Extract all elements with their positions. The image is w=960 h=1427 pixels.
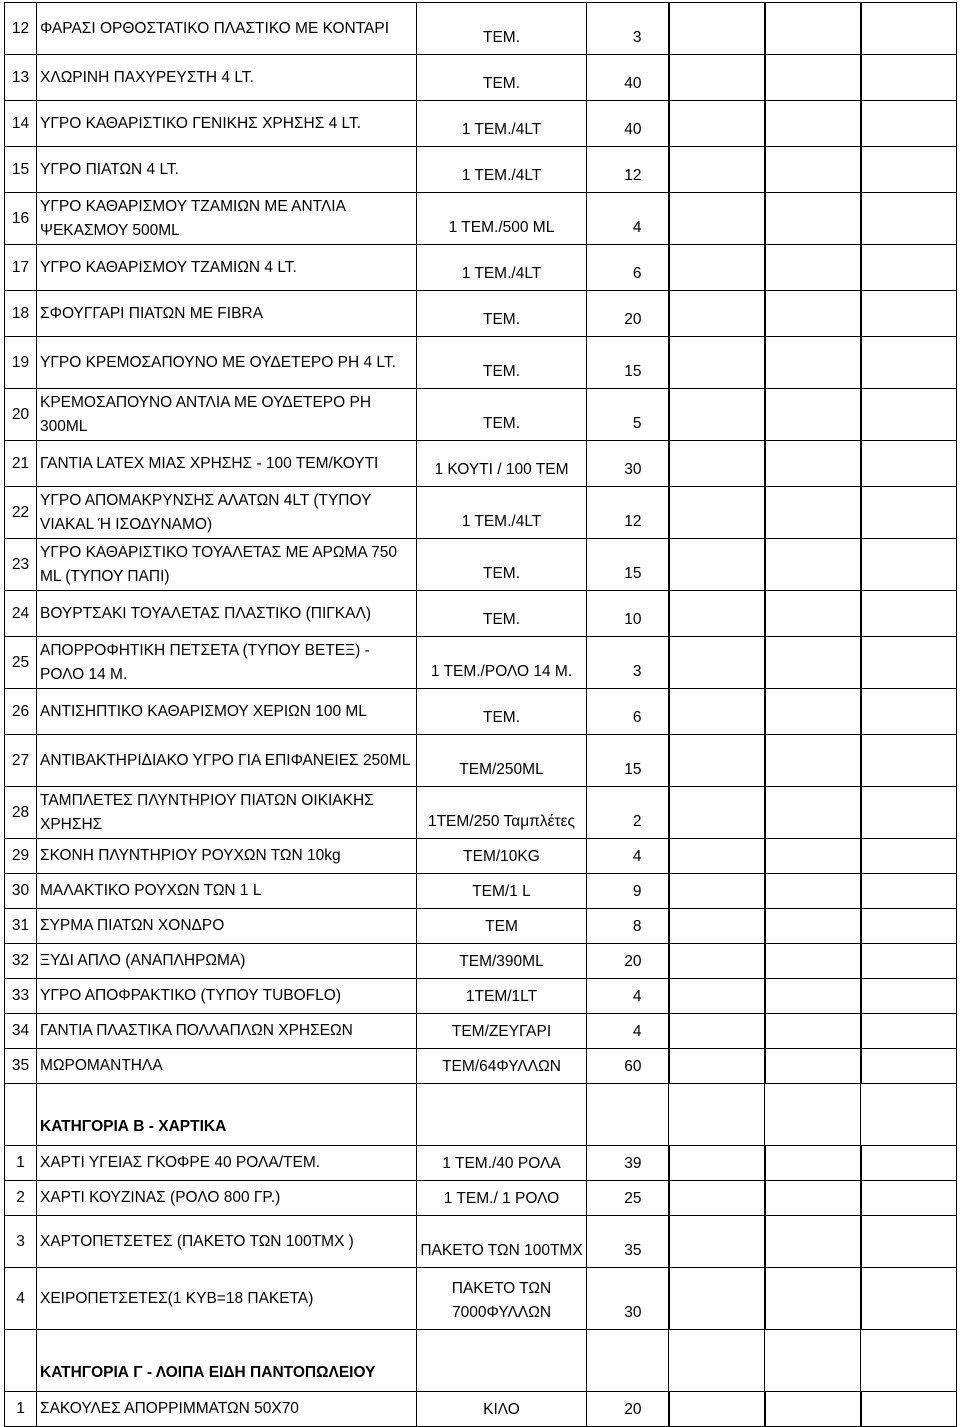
empty-cell bbox=[765, 1181, 861, 1216]
item-number: 4 bbox=[5, 1268, 37, 1330]
empty-cell bbox=[861, 101, 957, 147]
item-quantity: 15 bbox=[587, 539, 669, 591]
empty-cell bbox=[587, 1330, 669, 1392]
item-number: 1 bbox=[5, 1146, 37, 1181]
empty-cell bbox=[669, 389, 765, 441]
empty-cell bbox=[669, 1181, 765, 1216]
item-description: ΧΕΙΡΟΠΕΤΣΕΤΕΣ(1 ΚΥΒ=18 ΠΑΚΕΤΑ) bbox=[37, 1268, 417, 1330]
empty-cell bbox=[861, 3, 957, 55]
empty-cell bbox=[669, 3, 765, 55]
empty-cell bbox=[765, 193, 861, 245]
item-number: 1 bbox=[5, 1392, 37, 1427]
table-row bbox=[5, 389, 957, 441]
table-row bbox=[5, 441, 957, 487]
item-unit: 1 ΤΕΜ./4LT bbox=[417, 487, 587, 539]
item-description: ΧΑΡΤΙ ΚΟΥΖΙΝΑΣ (ΡΟΛΟ 800 ΓΡ.) bbox=[37, 1181, 417, 1216]
empty-cell bbox=[861, 1216, 957, 1268]
item-description: ΥΓΡΟ ΚΑΘΑΡΙΣΤΙΚΟ ΓΕΝΙΚΗΣ ΧΡΗΣΗΣ 4 LT. bbox=[37, 101, 417, 147]
empty-cell bbox=[861, 839, 957, 874]
item-description: ΥΓΡΟ ΑΠΟΜΑΚΡΥΝΣΗΣ ΑΛΑΤΩΝ 4LT (ΤΥΠΟΥ VIAKAL Ή ΙΣΟΔΥΝΑΜΟ) bbox=[37, 487, 417, 539]
empty-cell bbox=[417, 1330, 587, 1392]
table-row bbox=[5, 147, 957, 193]
item-description: ΣΑΚΟΥΛΕΣ ΑΠΟΡΡΙΜΜΑΤΩΝ 50Χ70 bbox=[37, 1392, 417, 1427]
item-quantity: 25 bbox=[587, 1181, 669, 1216]
item-unit: ΤΕΜ/390ML bbox=[417, 944, 587, 979]
item-quantity: 40 bbox=[587, 101, 669, 147]
empty-cell bbox=[765, 539, 861, 591]
empty-cell bbox=[861, 637, 957, 689]
item-description: ΥΓΡΟ ΚΑΘΑΡΙΣΤΙΚΟ ΤΟΥΑΛΕΤΑΣ ΜΕ ΑΡΩΜΑ 750 ML (ΤΥΠΟΥ ΠΑΠΙ) bbox=[37, 539, 417, 591]
item-quantity: 6 bbox=[587, 245, 669, 291]
table-row bbox=[5, 539, 957, 591]
item-quantity: 4 bbox=[587, 839, 669, 874]
item-number: 13 bbox=[5, 55, 37, 101]
item-quantity: 20 bbox=[587, 1392, 669, 1427]
item-unit: ΠΑΚΕΤΟ ΤΩΝ 100ΤΜΧ bbox=[417, 1216, 587, 1268]
item-unit: ΤΕΜ. bbox=[417, 3, 587, 55]
item-description: ΣΦΟΥΓΓΑΡΙ ΠΙΑΤΩΝ ΜΕ FIBRA bbox=[37, 291, 417, 337]
item-unit: ΤΕΜ/ΖΕΥΓΑΡΙ bbox=[417, 1014, 587, 1049]
empty-cell bbox=[765, 291, 861, 337]
empty-cell bbox=[669, 1049, 765, 1084]
item-unit: ΤΕΜ. bbox=[417, 55, 587, 101]
empty-cell bbox=[669, 487, 765, 539]
item-unit: 1 ΚΟΥΤΙ / 100 ΤΕΜ bbox=[417, 441, 587, 487]
item-unit: ΤΕΜ bbox=[417, 909, 587, 944]
empty-cell bbox=[765, 591, 861, 637]
item-description: ΥΓΡΟ ΚΑΘΑΡΙΣΜΟΥ ΤΖΑΜΙΩΝ 4 LT. bbox=[37, 245, 417, 291]
item-unit: ΚΙΛΟ bbox=[417, 1392, 587, 1427]
empty-cell bbox=[765, 1084, 861, 1146]
item-quantity: 15 bbox=[587, 735, 669, 787]
empty-cell bbox=[765, 1014, 861, 1049]
item-number: 28 bbox=[5, 787, 37, 839]
empty-cell bbox=[765, 147, 861, 193]
empty-cell bbox=[765, 389, 861, 441]
item-number: 35 bbox=[5, 1049, 37, 1084]
item-description: ΒΟΥΡΤΣΑΚΙ ΤΟΥΑΛΕΤΑΣ ΠΛΑΣΤΙΚΟ (ΠΙΓΚΑΛ) bbox=[37, 591, 417, 637]
table-row bbox=[5, 591, 957, 637]
empty-cell bbox=[669, 1146, 765, 1181]
table-row bbox=[5, 1049, 957, 1084]
item-quantity: 12 bbox=[587, 487, 669, 539]
item-quantity: 60 bbox=[587, 1049, 669, 1084]
table-row bbox=[5, 1146, 957, 1181]
empty-cell bbox=[765, 1049, 861, 1084]
empty-cell bbox=[765, 909, 861, 944]
empty-cell bbox=[669, 1268, 765, 1330]
empty-cell bbox=[765, 245, 861, 291]
empty-cell bbox=[765, 1146, 861, 1181]
empty-cell bbox=[861, 1049, 957, 1084]
item-quantity: 15 bbox=[587, 337, 669, 389]
table-row bbox=[5, 1014, 957, 1049]
table-row bbox=[5, 874, 957, 909]
item-number: 12 bbox=[5, 3, 37, 55]
item-unit: 1 ΤΕΜ./4LT bbox=[417, 101, 587, 147]
empty-cell bbox=[861, 1181, 957, 1216]
item-quantity: 3 bbox=[587, 637, 669, 689]
item-quantity: 5 bbox=[587, 389, 669, 441]
item-quantity: 4 bbox=[587, 979, 669, 1014]
empty-cell bbox=[861, 787, 957, 839]
item-unit: 1 ΤΕΜ./500 ML bbox=[417, 193, 587, 245]
item-description: ΧΑΡΤΟΠΕΤΣΕΤΕΣ (ΠΑΚΕΤΟ ΤΩΝ 100ΤΜΧ ) bbox=[37, 1216, 417, 1268]
empty-cell bbox=[669, 909, 765, 944]
empty-cell bbox=[861, 539, 957, 591]
item-number: 34 bbox=[5, 1014, 37, 1049]
empty-cell bbox=[669, 944, 765, 979]
category-row bbox=[5, 1084, 957, 1146]
empty-cell bbox=[765, 3, 861, 55]
item-unit: 1ΤΕΜ/1LT bbox=[417, 979, 587, 1014]
item-number: 15 bbox=[5, 147, 37, 193]
item-unit: ΠΑΚΕΤΟ ΤΩΝ 7000ΦΥΛΛΩΝ bbox=[417, 1268, 587, 1330]
item-number: 32 bbox=[5, 944, 37, 979]
empty-cell bbox=[765, 487, 861, 539]
item-quantity: 30 bbox=[587, 1268, 669, 1330]
item-number: 24 bbox=[5, 591, 37, 637]
category-row bbox=[5, 1330, 957, 1392]
item-unit: ΤΕΜ/64ΦΥΛΛΩΝ bbox=[417, 1049, 587, 1084]
empty-cell bbox=[5, 1084, 37, 1146]
item-unit: ΤΕΜ. bbox=[417, 591, 587, 637]
empty-cell bbox=[861, 1014, 957, 1049]
empty-cell bbox=[669, 591, 765, 637]
empty-cell bbox=[861, 979, 957, 1014]
table-row bbox=[5, 944, 957, 979]
item-quantity: 10 bbox=[587, 591, 669, 637]
empty-cell bbox=[765, 1330, 861, 1392]
table-row bbox=[5, 735, 957, 787]
empty-cell bbox=[861, 245, 957, 291]
table-row bbox=[5, 637, 957, 689]
empty-cell bbox=[861, 1146, 957, 1181]
table-row bbox=[5, 3, 957, 55]
table-row bbox=[5, 245, 957, 291]
empty-cell bbox=[861, 389, 957, 441]
empty-cell bbox=[765, 839, 861, 874]
item-number: 23 bbox=[5, 539, 37, 591]
empty-cell bbox=[861, 441, 957, 487]
empty-cell bbox=[861, 1330, 957, 1392]
item-description: ΜΩΡΟΜΑΝΤΗΛΑ bbox=[37, 1049, 417, 1084]
empty-cell bbox=[861, 1268, 957, 1330]
empty-cell bbox=[861, 1084, 957, 1146]
empty-cell bbox=[861, 193, 957, 245]
item-description: ΧΛΩΡΙΝΗ ΠΑΧΥΡΕΥΣΤΗ 4 LT. bbox=[37, 55, 417, 101]
item-unit: ΤΕΜ. bbox=[417, 337, 587, 389]
table-row bbox=[5, 337, 957, 389]
empty-cell bbox=[861, 1392, 957, 1427]
table-row bbox=[5, 787, 957, 839]
empty-cell bbox=[669, 1330, 765, 1392]
items-table-body bbox=[5, 3, 957, 1427]
empty-cell bbox=[669, 787, 765, 839]
empty-cell bbox=[765, 637, 861, 689]
item-number: 2 bbox=[5, 1181, 37, 1216]
table-row bbox=[5, 487, 957, 539]
empty-cell bbox=[861, 735, 957, 787]
empty-cell bbox=[861, 291, 957, 337]
item-description: ΣΥΡΜΑ ΠΙΑΤΩΝ ΧΟΝΔΡΟ bbox=[37, 909, 417, 944]
item-number: 27 bbox=[5, 735, 37, 787]
empty-cell bbox=[587, 1084, 669, 1146]
item-description: ΓΑΝΤΙΑ LATEX ΜΙΑΣ ΧΡΗΣΗΣ - 100 ΤΕΜ/ΚΟΥΤΙ bbox=[37, 441, 417, 487]
item-unit: ΤΕΜ/10KG bbox=[417, 839, 587, 874]
empty-cell bbox=[765, 1216, 861, 1268]
item-number: 33 bbox=[5, 979, 37, 1014]
table-row bbox=[5, 909, 957, 944]
item-unit: 1 ΤΕΜ./40 ΡΟΛΑ bbox=[417, 1146, 587, 1181]
empty-cell bbox=[669, 1014, 765, 1049]
item-quantity: 8 bbox=[587, 909, 669, 944]
empty-cell bbox=[417, 1084, 587, 1146]
table-row bbox=[5, 193, 957, 245]
item-description: ΥΓΡΟ ΑΠΟΦΡΑΚΤΙΚΟ (ΤΥΠΟΥ TUBOFLO) bbox=[37, 979, 417, 1014]
item-description: ΦΑΡΑΣΙ ΟΡΘΟΣΤΑΤΙΚΟ ΠΛΑΣΤΙΚΟ ΜΕ ΚΟΝΤΑΡΙ bbox=[37, 3, 417, 55]
item-description: ΤΑΜΠΛΕΤΕΣ ΠΛΥΝΤΗΡΙΟΥ ΠΙΑΤΩΝ ΟΙΚΙΑΚΗΣ ΧΡΗΣΗΣ bbox=[37, 787, 417, 839]
item-quantity: 12 bbox=[587, 147, 669, 193]
table-row bbox=[5, 1268, 957, 1330]
item-description: ΥΓΡΟ ΚΑΘΑΡΙΣΜΟΥ ΤΖΑΜΙΩΝ ΜΕ ΑΝΤΛΙΑ ΨΕΚΑΣΜΟΥ 500ML bbox=[37, 193, 417, 245]
item-quantity: 39 bbox=[587, 1146, 669, 1181]
item-number: 30 bbox=[5, 874, 37, 909]
item-number: 20 bbox=[5, 389, 37, 441]
item-description: ΓΑΝΤΙΑ ΠΛΑΣΤΙΚΑ ΠΟΛΛΑΠΛΩΝ ΧΡΗΣΕΩΝ bbox=[37, 1014, 417, 1049]
empty-cell bbox=[765, 944, 861, 979]
empty-cell bbox=[669, 1084, 765, 1146]
empty-cell bbox=[765, 441, 861, 487]
table-row bbox=[5, 55, 957, 101]
item-number: 22 bbox=[5, 487, 37, 539]
empty-cell bbox=[765, 979, 861, 1014]
empty-cell bbox=[669, 147, 765, 193]
item-quantity: 3 bbox=[587, 3, 669, 55]
empty-cell bbox=[669, 1392, 765, 1427]
item-quantity: 40 bbox=[587, 55, 669, 101]
empty-cell bbox=[861, 689, 957, 735]
empty-cell bbox=[861, 944, 957, 979]
empty-cell bbox=[669, 55, 765, 101]
item-quantity: 4 bbox=[587, 193, 669, 245]
empty-cell bbox=[765, 1268, 861, 1330]
empty-cell bbox=[765, 735, 861, 787]
table-row bbox=[5, 1392, 957, 1427]
item-unit: ΤΕΜ/250ML bbox=[417, 735, 587, 787]
empty-cell bbox=[669, 337, 765, 389]
table-row bbox=[5, 291, 957, 337]
empty-cell bbox=[861, 55, 957, 101]
empty-cell bbox=[765, 787, 861, 839]
empty-cell bbox=[765, 101, 861, 147]
item-description: ΜΑΛΑΚΤΙΚΟ ΡΟΥΧΩΝ ΤΩΝ 1 L bbox=[37, 874, 417, 909]
empty-cell bbox=[861, 874, 957, 909]
empty-cell bbox=[669, 979, 765, 1014]
table-row bbox=[5, 979, 957, 1014]
item-description: ΚΡΕΜΟΣΑΠΟΥΝΟ ΑΝΤΛΙΑ ΜΕ ΟΥΔΕΤΕΡΟ PH 300ML bbox=[37, 389, 417, 441]
item-number: 31 bbox=[5, 909, 37, 944]
item-description: ΑΝΤΙΣΗΠΤΙΚΟ ΚΑΘΑΡΙΣΜΟΥ ΧΕΡΙΩΝ 100 ML bbox=[37, 689, 417, 735]
empty-cell bbox=[861, 147, 957, 193]
item-quantity: 4 bbox=[587, 1014, 669, 1049]
empty-cell bbox=[765, 874, 861, 909]
item-description: ΥΓΡΟ ΚΡΕΜΟΣΑΠΟΥΝΟ ΜΕ ΟΥΔΕΤΕΡΟ PH 4 LT. bbox=[37, 337, 417, 389]
item-unit: 1 ΤΕΜ./4LT bbox=[417, 245, 587, 291]
item-description: ΞΥΔΙ ΑΠΛΟ (ΑΝΑΠΛΗΡΩΜΑ) bbox=[37, 944, 417, 979]
item-quantity: 9 bbox=[587, 874, 669, 909]
item-quantity: 2 bbox=[587, 787, 669, 839]
item-number: 21 bbox=[5, 441, 37, 487]
item-number: 3 bbox=[5, 1216, 37, 1268]
item-unit: ΤΕΜ. bbox=[417, 539, 587, 591]
item-description: ΑΝΤΙΒΑΚΤΗΡΙΔΙΑΚΟ ΥΓΡΟ ΓΙΑ ΕΠΙΦΑΝΕΙΕΣ 250ML bbox=[37, 735, 417, 787]
empty-cell bbox=[669, 874, 765, 909]
empty-cell bbox=[765, 689, 861, 735]
empty-cell bbox=[669, 735, 765, 787]
table-row bbox=[5, 101, 957, 147]
item-quantity: 30 bbox=[587, 441, 669, 487]
empty-cell bbox=[5, 1330, 37, 1392]
empty-cell bbox=[669, 245, 765, 291]
empty-cell bbox=[861, 591, 957, 637]
empty-cell bbox=[765, 55, 861, 101]
category-title: ΚΑΤΗΓΟΡΙΑ Β - ΧΑΡΤΙΚΑ bbox=[37, 1084, 417, 1146]
empty-cell bbox=[669, 539, 765, 591]
item-description: ΣΚΟΝΗ ΠΛΥΝΤΗΡΙΟΥ ΡΟΥΧΩΝ ΤΩΝ 10kg bbox=[37, 839, 417, 874]
items-table bbox=[4, 2, 957, 1427]
item-unit: 1ΤΕΜ/250 Ταμπλέτες bbox=[417, 787, 587, 839]
item-unit: ΤΕΜ. bbox=[417, 689, 587, 735]
category-title: ΚΑΤΗΓΟΡΙΑ Γ - ΛΟΙΠΑ ΕΙΔΗ ΠΑΝΤΟΠΩΛΕΙΟΥ bbox=[37, 1330, 417, 1392]
item-number: 14 bbox=[5, 101, 37, 147]
empty-cell bbox=[669, 689, 765, 735]
item-number: 17 bbox=[5, 245, 37, 291]
item-description: ΥΓΡΟ ΠΙΑΤΩΝ 4 LT. bbox=[37, 147, 417, 193]
empty-cell bbox=[765, 337, 861, 389]
table-row bbox=[5, 1216, 957, 1268]
table-row bbox=[5, 689, 957, 735]
item-unit: ΤΕΜ. bbox=[417, 291, 587, 337]
empty-cell bbox=[669, 1216, 765, 1268]
empty-cell bbox=[669, 193, 765, 245]
item-description: ΑΠΟΡΡΟΦΗΤΙΚΗ ΠΕΤΣΕΤΑ (ΤΥΠΟΥ ΒΕΤΕΞ) - ΡΟΛΟ 14 Μ. bbox=[37, 637, 417, 689]
empty-cell bbox=[669, 637, 765, 689]
empty-cell bbox=[765, 1392, 861, 1427]
item-quantity: 20 bbox=[587, 291, 669, 337]
item-unit: 1 ΤΕΜ./ 1 ΡΟΛΟ bbox=[417, 1181, 587, 1216]
empty-cell bbox=[861, 487, 957, 539]
item-number: 25 bbox=[5, 637, 37, 689]
empty-cell bbox=[669, 839, 765, 874]
item-description: ΧΑΡΤΙ ΥΓΕΙΑΣ ΓΚΟΦΡΕ 40 ΡΟΛΑ/ΤΕΜ. bbox=[37, 1146, 417, 1181]
item-quantity: 6 bbox=[587, 689, 669, 735]
item-quantity: 20 bbox=[587, 944, 669, 979]
item-number: 16 bbox=[5, 193, 37, 245]
item-unit: 1 ΤΕΜ./4LT bbox=[417, 147, 587, 193]
empty-cell bbox=[861, 909, 957, 944]
item-quantity: 35 bbox=[587, 1216, 669, 1268]
item-number: 29 bbox=[5, 839, 37, 874]
table-row bbox=[5, 839, 957, 874]
empty-cell bbox=[669, 101, 765, 147]
item-number: 19 bbox=[5, 337, 37, 389]
empty-cell bbox=[861, 337, 957, 389]
item-number: 18 bbox=[5, 291, 37, 337]
item-unit: ΤΕΜ. bbox=[417, 389, 587, 441]
table-row bbox=[5, 1181, 957, 1216]
item-number: 26 bbox=[5, 689, 37, 735]
item-unit: ΤΕΜ/1 L bbox=[417, 874, 587, 909]
item-unit: 1 ΤΕΜ./ΡΟΛΟ 14 Μ. bbox=[417, 637, 587, 689]
empty-cell bbox=[669, 441, 765, 487]
empty-cell bbox=[669, 291, 765, 337]
